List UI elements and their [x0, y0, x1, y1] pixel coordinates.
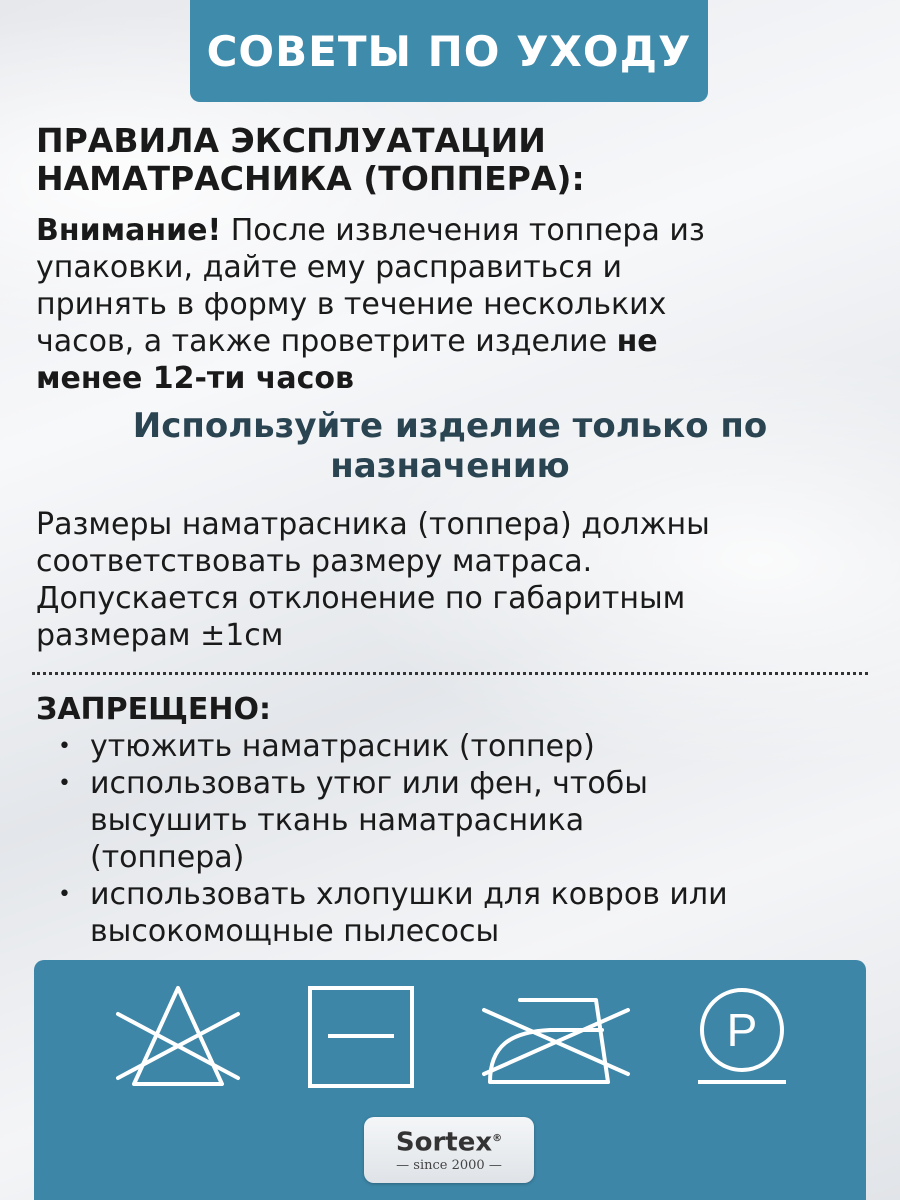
- list-item: [58, 876, 868, 950]
- professional-dry-clean-p-icon: [694, 986, 790, 1086]
- no-bleach-icon: [112, 982, 244, 1092]
- sizes-line: Размеры наматрасника (топпера) должны: [36, 507, 710, 542]
- purpose-heading: [40, 406, 860, 486]
- warning-emphasis: не: [616, 324, 658, 359]
- dry-clean-letter: P: [726, 1004, 758, 1056]
- rules-title-line: НАМАТРАСНИКА (ТОППЕРА):: [36, 159, 585, 198]
- bullet-icon: •: [58, 771, 71, 796]
- sizes-line: соответствовать размеру матраса.: [36, 544, 593, 579]
- bullet-icon: •: [58, 882, 71, 907]
- list-item-text: использовать утюг или фен, чтобы: [90, 766, 648, 801]
- no-iron-icon: [480, 986, 632, 1090]
- dotted-divider: [32, 672, 868, 675]
- list-item-text: использовать хлопушки для ковров или: [90, 877, 728, 912]
- list-item: [58, 765, 868, 876]
- warning-text: принять в форму в течение нескольких: [36, 287, 667, 322]
- list-item-text: высушить ткань наматрасника: [90, 803, 585, 838]
- brand-name: Sortex: [395, 1127, 493, 1158]
- list-item-text: высокомощные пылесосы: [90, 914, 500, 949]
- rules-title-line: ПРАВИЛА ЭКСПЛУАТАЦИИ: [36, 121, 546, 160]
- warning-emphasis: менее 12-ти часов: [36, 361, 355, 396]
- brand-since: — since 2000 —: [396, 1157, 502, 1173]
- forbidden-list: [58, 728, 868, 950]
- dry-flat-icon: [306, 984, 416, 1090]
- warning-lead: Внимание!: [36, 213, 222, 248]
- warning-paragraph: [36, 212, 866, 397]
- warning-text: часов, а также проветрите изделие: [36, 324, 617, 359]
- registered-mark: ®: [492, 1133, 503, 1145]
- warning-text: упаковки, дайте ему расправиться и: [36, 250, 622, 285]
- sizes-line: размерам ±1см: [36, 618, 284, 653]
- brand-logo: [364, 1117, 534, 1183]
- purpose-line: Используйте изделие только по: [132, 406, 768, 446]
- sizes-line: Допускается отклонение по габаритным: [36, 581, 686, 616]
- rules-title: [36, 122, 856, 198]
- warning-text: После извлечения топпера из: [221, 213, 705, 248]
- sizes-paragraph: [36, 506, 866, 654]
- list-item-text: (топпера): [90, 840, 245, 875]
- header-banner: [190, 0, 708, 102]
- list-item: [58, 728, 868, 765]
- purpose-line: назначению: [330, 446, 570, 486]
- bullet-icon: •: [58, 734, 71, 759]
- forbidden-title: ЗАПРЕЩЕНО:: [36, 692, 271, 727]
- list-item-text: утюжить наматрасник (топпер): [90, 729, 595, 764]
- page-title: СОВЕТЫ ПО УХОДУ: [206, 26, 692, 76]
